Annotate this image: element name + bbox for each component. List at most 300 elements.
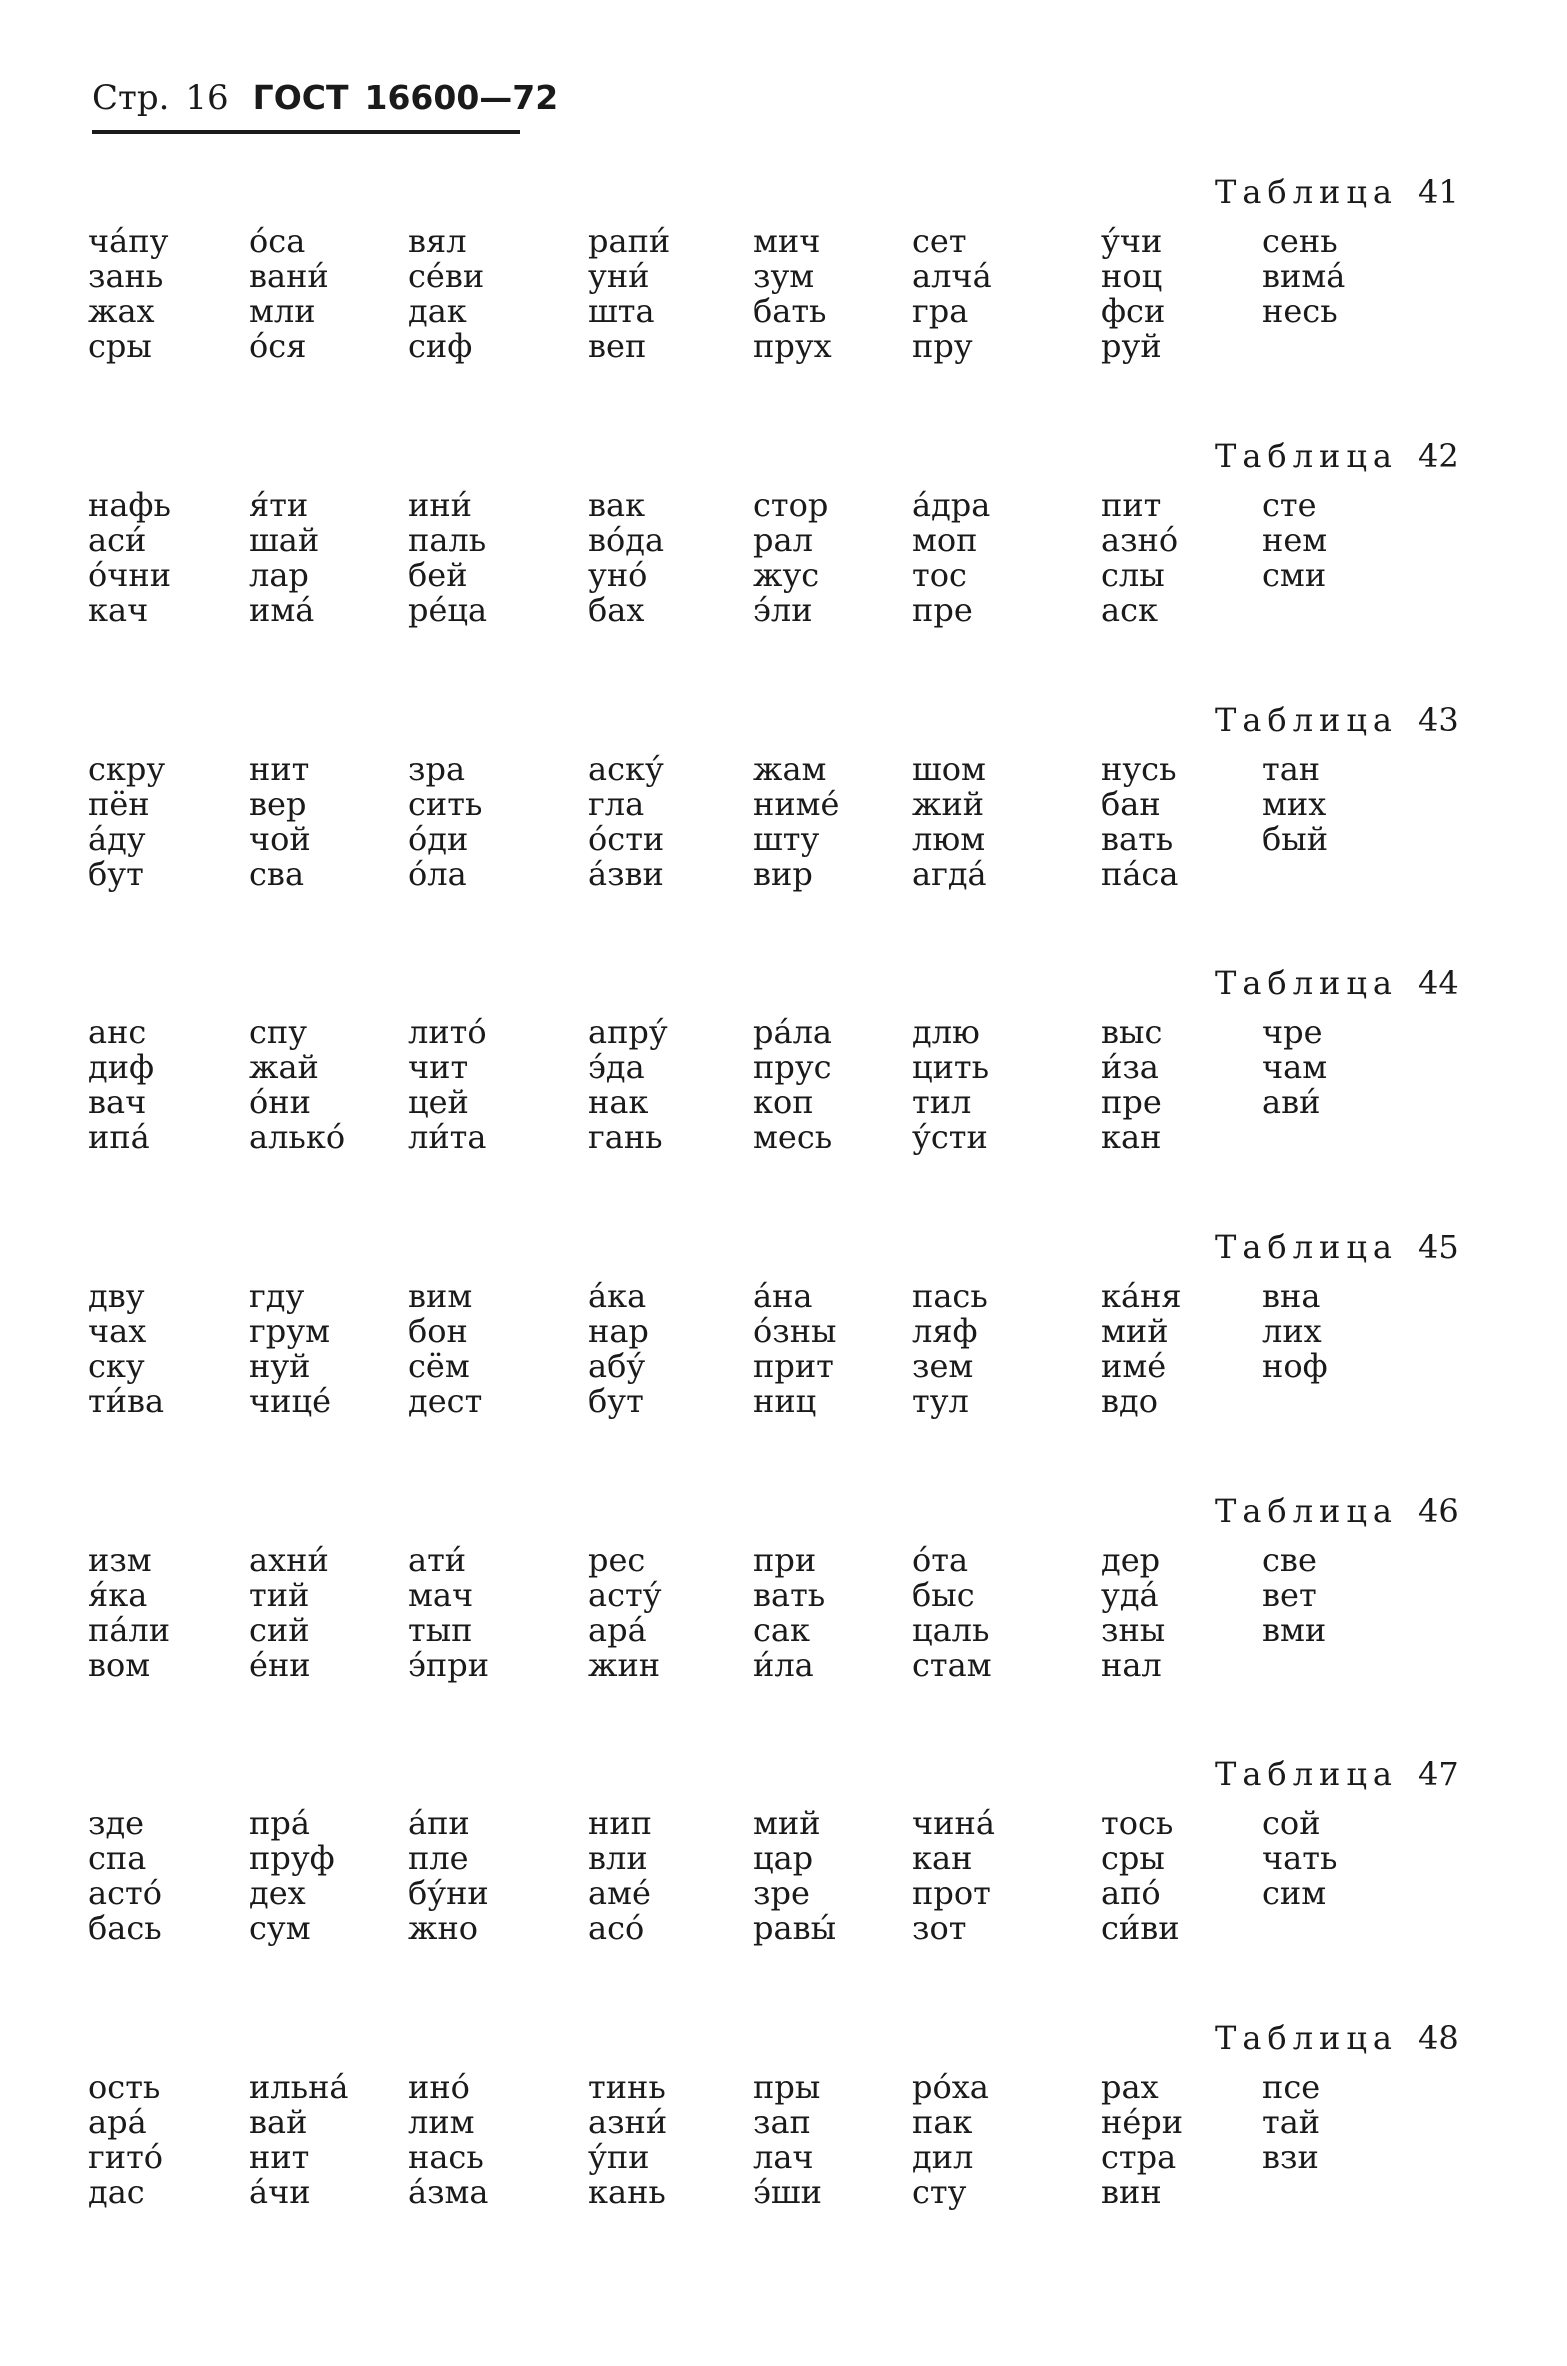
syllable-cell: э́да: [588, 1048, 645, 1086]
syllable-cell: а́пи: [408, 1804, 470, 1842]
syllable-cell: прух: [753, 327, 832, 365]
syllable-cell: рапи́: [588, 222, 671, 260]
table-column: [753, 2070, 822, 2210]
table-column: [88, 1279, 164, 1419]
syllable-cell: лач: [753, 2138, 814, 2176]
syllable-cell: апру́: [588, 1013, 668, 1051]
table-caption-label: Таблица: [1215, 173, 1398, 211]
syllable-cell: дил: [912, 2138, 974, 2176]
syllable-cell: ипа́: [88, 1118, 150, 1156]
syllable-cell: тан: [1262, 750, 1321, 788]
table-column: [912, 752, 987, 892]
syllable-cell: о́сти: [588, 820, 665, 858]
table-column: [1101, 1543, 1165, 1683]
table-column: [1262, 752, 1328, 857]
syllable-cell: стам: [912, 1646, 992, 1684]
syllable-cell: ро́ха: [912, 2068, 989, 2106]
syllable-cell: ра́ла: [753, 1013, 832, 1051]
table-column: [912, 224, 992, 364]
syllable-cell: вай: [249, 2103, 308, 2141]
table-column: [753, 1806, 836, 1946]
syllable-cell: вани́: [249, 257, 329, 295]
syllable-cell: тай: [1262, 2103, 1321, 2141]
syllable-cell: диф: [88, 1048, 155, 1086]
table-column: [1262, 2070, 1320, 2175]
syllable-cell: тып: [408, 1611, 473, 1649]
table-column: [912, 488, 990, 628]
syllable-cell: се́ви: [408, 257, 485, 295]
syllable-cell: бу́ни: [408, 1874, 489, 1912]
syllable-cell: вет: [1262, 1576, 1317, 1614]
syllable-cell: мих: [1262, 785, 1327, 823]
table-column: [408, 752, 482, 892]
table-number: 48: [1418, 2019, 1459, 2057]
syllable-cell: шай: [249, 521, 320, 559]
syllable-cell: вна: [1262, 1277, 1321, 1315]
syllable-cell: при: [753, 1541, 817, 1579]
table-number: 46: [1418, 1492, 1459, 1530]
syllable-cell: аск: [1101, 591, 1158, 629]
syllable-cell: мий: [1101, 1312, 1169, 1350]
syllable-cell: нал: [1101, 1646, 1162, 1684]
syllable-cell: сры: [1101, 1839, 1165, 1877]
syllable-cell: пась: [912, 1277, 988, 1315]
syllable-cell: пре: [912, 591, 973, 629]
syllable-cell: има́: [249, 591, 315, 629]
syllable-cell: зра: [408, 750, 466, 788]
syllable-cell: ноф: [1262, 1347, 1328, 1385]
syllable-cell: стра: [1101, 2138, 1177, 2176]
page-number: 16: [185, 78, 229, 118]
syllable-cell: па́са: [1101, 855, 1179, 893]
table-column: [408, 1015, 487, 1155]
syllable-cell: лим: [408, 2103, 475, 2141]
syllable-cell: вима́: [1262, 257, 1346, 295]
syllable-cell: пит: [1101, 486, 1162, 524]
table-caption-label: Таблица: [1215, 1228, 1398, 1266]
syllable-cell: дех: [249, 1874, 306, 1912]
syllable-cell: и́ла: [753, 1646, 814, 1684]
syllable-table: [0, 1227, 1567, 1427]
syllable-cell: сва: [249, 855, 305, 893]
syllable-cell: а́на: [753, 1277, 813, 1315]
table-column: [1262, 1015, 1327, 1120]
syllable-cell: веп: [588, 327, 647, 365]
syllable-cell: ара́: [588, 1611, 647, 1649]
syllable-cell: равы́: [753, 1909, 837, 1947]
table-column: [753, 224, 832, 364]
syllable-cell: лито́: [408, 1013, 487, 1051]
syllable-cell: нит: [249, 2138, 310, 2176]
syllable-cell: жин: [588, 1646, 661, 1684]
syllable-cell: сми: [1262, 556, 1327, 594]
syllable-cell: бут: [88, 855, 144, 893]
syllable-cell: ильна́: [249, 2068, 349, 2106]
syllable-cell: прот: [912, 1874, 991, 1912]
syllable-cell: вать: [753, 1576, 826, 1614]
syllable-cell: ино́: [408, 2068, 470, 2106]
table-caption: [1215, 1491, 1459, 1531]
syllable-cell: лар: [249, 556, 309, 594]
syllable-cell: вли: [588, 1839, 648, 1877]
syllable-cell: гла: [588, 785, 645, 823]
syllable-cell: агда́: [912, 855, 987, 893]
syllable-cell: спа: [88, 1839, 147, 1877]
syllable-cell: сень: [1262, 222, 1338, 260]
syllable-cell: бах: [588, 591, 645, 629]
syllable-cell: ость: [88, 2068, 161, 2106]
syllable-cell: уно́: [588, 556, 648, 594]
syllable-cell: у́чи: [1101, 222, 1163, 260]
syllable-cell: азно́: [1101, 521, 1179, 559]
syllable-cell: вдо: [1101, 1382, 1158, 1420]
syllable-cell: чре: [1262, 1013, 1323, 1051]
table-column: [912, 1279, 988, 1419]
syllable-cell: бей: [408, 556, 468, 594]
syllable-cell: пре: [1101, 1083, 1162, 1121]
table-caption-label: Таблица: [1215, 1492, 1398, 1530]
syllable-cell: бый: [1262, 820, 1329, 858]
syllable-cell: цаль: [912, 1611, 990, 1649]
table-column: [408, 1279, 482, 1419]
syllable-cell: прус: [753, 1048, 832, 1086]
table-column: [588, 224, 670, 364]
syllable-cell: зем: [912, 1347, 974, 1385]
syllable-cell: анс: [88, 1013, 147, 1051]
syllable-cell: у́сти: [912, 1118, 988, 1156]
syllable-cell: зот: [912, 1909, 967, 1947]
syllable-cell: о́са: [249, 222, 306, 260]
table-column: [408, 224, 484, 364]
syllable-cell: у́пи: [588, 2138, 650, 2176]
syllable-cell: ара́: [88, 2103, 147, 2141]
syllable-cell: о́ла: [408, 855, 467, 893]
syllable-cell: о́та: [912, 1541, 969, 1579]
table-caption-label: Таблица: [1215, 701, 1398, 739]
table-number: 41: [1418, 173, 1459, 211]
syllable-cell: име́: [1101, 1347, 1167, 1385]
table-column: [249, 1806, 335, 1946]
table-column: [249, 752, 311, 892]
syllable-cell: нем: [1262, 521, 1328, 559]
syllable-cell: вин: [1101, 2173, 1162, 2211]
syllable-cell: асто́: [88, 1874, 162, 1912]
syllable-cell: све: [1262, 1541, 1317, 1579]
syllable-cell: ти́ва: [88, 1382, 165, 1420]
syllable-cell: грум: [249, 1312, 330, 1350]
syllable-cell: цар: [753, 1839, 814, 1877]
syllable-cell: сте: [1262, 486, 1317, 524]
syllable-cell: слы: [1101, 556, 1165, 594]
syllable-cell: руй: [1101, 327, 1162, 365]
syllable-cell: о́чни: [88, 556, 172, 594]
table-column: [588, 2070, 667, 2210]
syllable-cell: чам: [1262, 1048, 1328, 1086]
table-column: [753, 1279, 837, 1419]
syllable-cell: о́ди: [408, 820, 469, 858]
syllable-cell: кач: [88, 591, 149, 629]
syllable-cell: вом: [88, 1646, 151, 1684]
syllable-cell: шта: [588, 292, 655, 330]
syllable-cell: э́ши: [753, 2173, 822, 2211]
syllable-cell: апо́: [1101, 1874, 1161, 1912]
syllable-cell: мич: [753, 222, 821, 260]
syllable-cell: вак: [588, 486, 646, 524]
syllable-cell: аску́: [588, 750, 664, 788]
table-column: [588, 1279, 649, 1419]
syllable-cell: мач: [408, 1576, 474, 1614]
syllable-cell: чице́: [249, 1382, 331, 1420]
syllable-cell: изм: [88, 1541, 152, 1579]
syllable-cell: во́да: [588, 521, 665, 559]
syllable-cell: зде: [88, 1804, 145, 1842]
syllable-cell: я́ка: [88, 1576, 148, 1614]
table-column: [912, 1543, 992, 1683]
syllable-cell: вми: [1262, 1611, 1327, 1649]
table-column: [249, 2070, 348, 2210]
syllable-cell: вать: [1101, 820, 1174, 858]
table-column: [912, 1806, 995, 1946]
table-number: 44: [1418, 964, 1459, 1002]
syllable-cell: а́зма: [408, 2173, 489, 2211]
syllable-cell: дас: [88, 2173, 145, 2211]
syllable-cell: тинь: [588, 2068, 666, 2106]
syllable-cell: гра: [912, 292, 969, 330]
syllable-cell: ини́: [408, 486, 472, 524]
syllable-cell: вим: [408, 1277, 473, 1315]
syllable-cell: ча́пу: [88, 222, 169, 260]
syllable-table: [0, 436, 1567, 636]
syllable-cell: сак: [753, 1611, 810, 1649]
table-column: [88, 2070, 163, 2210]
standard-number: 16600—72: [364, 78, 559, 117]
syllable-cell: не́ри: [1101, 2103, 1184, 2141]
syllable-cell: а́ка: [588, 1277, 647, 1315]
syllable-cell: ноц: [1101, 257, 1163, 295]
syllable-cell: и́за: [1101, 1048, 1159, 1086]
table-column: [588, 1806, 652, 1946]
table-caption: [1215, 1754, 1459, 1794]
page-label: Стр.: [92, 78, 170, 118]
syllable-cell: тос: [912, 556, 967, 594]
table-column: [1101, 488, 1178, 628]
syllable-cell: чина́: [912, 1804, 995, 1842]
table-column: [753, 752, 839, 892]
syllable-cell: абу́: [588, 1347, 646, 1385]
syllable-cell: жах: [88, 292, 155, 330]
syllable-table: [0, 963, 1567, 1163]
syllable-cell: люм: [912, 820, 986, 858]
table-column: [249, 1279, 331, 1419]
syllable-cell: бут: [588, 1382, 644, 1420]
syllable-cell: сту: [912, 2173, 967, 2211]
syllable-cell: нит: [249, 750, 310, 788]
syllable-cell: нуй: [249, 1347, 311, 1385]
syllable-cell: цей: [408, 1083, 469, 1121]
syllable-cell: сём: [408, 1347, 470, 1385]
syllable-cell: аси́: [88, 521, 147, 559]
syllable-cell: чать: [1262, 1839, 1338, 1877]
syllable-cell: тул: [912, 1382, 969, 1420]
syllable-cell: алча́: [912, 257, 992, 295]
syllable-table: [0, 2018, 1567, 2218]
syllable-cell: зре: [753, 1874, 810, 1912]
table-column: [753, 488, 828, 628]
syllable-cell: гань: [588, 1118, 663, 1156]
table-column: [1262, 224, 1345, 329]
syllable-cell: быс: [912, 1576, 975, 1614]
syllable-cell: дак: [408, 292, 467, 330]
table-column: [88, 224, 168, 364]
syllable-cell: э́при: [408, 1646, 490, 1684]
standard-name: ГОСТ: [252, 78, 349, 117]
syllable-cell: о́зны: [753, 1312, 837, 1350]
syllable-cell: жий: [912, 785, 985, 823]
table-column: [408, 1806, 489, 1946]
syllable-cell: вач: [88, 1083, 147, 1121]
syllable-cell: а́ду: [88, 820, 146, 858]
syllable-cell: жам: [753, 750, 827, 788]
syllable-cell: сиф: [408, 327, 473, 365]
table-column: [753, 1015, 832, 1155]
syllable-cell: ли́та: [408, 1118, 487, 1156]
syllable-cell: ску: [88, 1347, 145, 1385]
syllable-cell: пле: [408, 1839, 469, 1877]
syllable-cell: нак: [588, 1083, 649, 1121]
table-number: 47: [1418, 1755, 1459, 1793]
syllable-cell: пру: [912, 327, 973, 365]
table-column: [588, 488, 664, 628]
syllable-cell: скру: [88, 750, 166, 788]
syllable-cell: зань: [88, 257, 164, 295]
syllable-cell: па́ли: [88, 1611, 171, 1649]
syllable-cell: сий: [249, 1611, 310, 1649]
syllable-cell: длю: [912, 1013, 980, 1051]
table-column: [1262, 1806, 1337, 1911]
table-column: [408, 1543, 489, 1683]
syllable-cell: сры: [88, 327, 152, 365]
syllable-cell: ка́ня: [1101, 1277, 1182, 1315]
table-caption-label: Таблица: [1215, 2019, 1398, 2057]
syllable-cell: сой: [1262, 1804, 1321, 1842]
syllable-cell: зны: [1101, 1611, 1166, 1649]
syllable-cell: кань: [588, 2173, 666, 2211]
table-column: [1101, 1806, 1180, 1946]
syllable-cell: пра́: [249, 1804, 310, 1842]
syllable-cell: несь: [1262, 292, 1338, 330]
table-caption-label: Таблица: [1215, 1755, 1398, 1793]
syllable-cell: а́дра: [912, 486, 991, 524]
table-column: [88, 1543, 170, 1683]
syllable-cell: выс: [1101, 1013, 1163, 1051]
syllable-cell: ниц: [753, 1382, 817, 1420]
syllable-cell: спу: [249, 1013, 308, 1051]
syllable-cell: нар: [588, 1312, 649, 1350]
table-column: [753, 1543, 825, 1683]
table-number: 45: [1418, 1228, 1459, 1266]
table-number: 43: [1418, 701, 1459, 739]
table-column: [88, 1015, 154, 1155]
table-column: [1101, 1015, 1162, 1155]
syllable-cell: сет: [912, 222, 967, 260]
syllable-cell: тось: [1101, 1804, 1174, 1842]
syllable-cell: чой: [249, 820, 311, 858]
syllable-cell: бан: [1101, 785, 1161, 823]
syllable-table: [0, 700, 1567, 900]
table-caption: [1215, 172, 1459, 212]
syllable-cell: мий: [753, 1804, 821, 1842]
syllable-cell: э́ли: [753, 591, 813, 629]
syllable-cell: уда́: [1101, 1576, 1159, 1614]
table-column: [88, 752, 165, 892]
syllable-table: [0, 1754, 1567, 1954]
header-rule: [92, 130, 520, 134]
table-caption: [1215, 436, 1459, 476]
syllable-cell: кан: [912, 1839, 973, 1877]
syllable-cell: псе: [1262, 2068, 1321, 2106]
syllable-cell: кан: [1101, 1118, 1162, 1156]
syllable-cell: бать: [753, 292, 827, 330]
syllable-cell: алько́: [249, 1118, 346, 1156]
table-column: [249, 488, 319, 628]
syllable-cell: асту́: [588, 1576, 662, 1614]
syllable-table: [0, 1491, 1567, 1691]
syllable-cell: уни́: [588, 257, 650, 295]
syllable-cell: зум: [753, 257, 815, 295]
table-column: [408, 2070, 489, 2210]
syllable-cell: шту: [753, 820, 820, 858]
table-column: [912, 2070, 989, 2210]
syllable-cell: е́ни: [249, 1646, 311, 1684]
syllable-cell: взи: [1262, 2138, 1319, 2176]
syllable-cell: месь: [753, 1118, 833, 1156]
syllable-cell: дест: [408, 1382, 483, 1420]
syllable-cell: азни́: [588, 2103, 668, 2141]
table-column: [249, 1543, 329, 1683]
syllable-cell: жно: [408, 1909, 479, 1947]
syllable-cell: нип: [588, 1804, 652, 1842]
syllable-cell: а́чи: [249, 2173, 311, 2211]
syllable-cell: вер: [249, 785, 307, 823]
table-column: [88, 488, 171, 628]
syllable-cell: тий: [249, 1576, 310, 1614]
table-caption: [1215, 700, 1459, 740]
syllable-cell: а́зви: [588, 855, 664, 893]
syllable-table: [0, 172, 1567, 372]
syllable-cell: рал: [753, 521, 813, 559]
syllable-cell: дер: [1101, 1541, 1161, 1579]
syllable-cell: сум: [249, 1909, 311, 1947]
table-caption: [1215, 963, 1459, 1003]
syllable-cell: ре́ца: [408, 591, 488, 629]
table-column: [588, 1543, 662, 1683]
syllable-cell: рах: [1101, 2068, 1159, 2106]
syllable-cell: о́ся: [249, 327, 307, 365]
syllable-cell: жус: [753, 556, 820, 594]
table-caption-label: Таблица: [1215, 437, 1398, 475]
syllable-cell: о́ни: [249, 1083, 311, 1121]
syllable-cell: нафь: [88, 486, 171, 524]
syllable-cell: прит: [753, 1347, 834, 1385]
table-column: [88, 1806, 162, 1946]
syllable-cell: чит: [408, 1048, 469, 1086]
syllable-cell: паль: [408, 521, 487, 559]
table-column: [588, 1015, 668, 1155]
syllable-cell: гито́: [88, 2138, 164, 2176]
page-header: [92, 78, 558, 118]
syllable-cell: рес: [588, 1541, 646, 1579]
syllable-cell: коп: [753, 1083, 814, 1121]
